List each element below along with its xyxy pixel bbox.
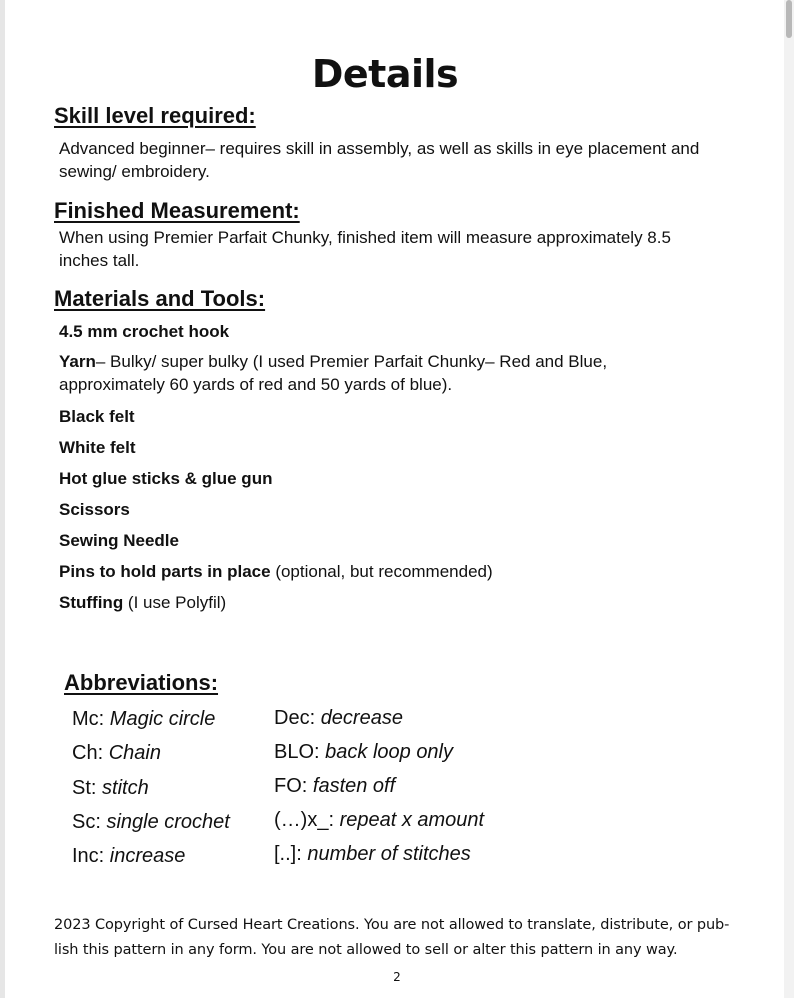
material-item-white-felt bbox=[59, 436, 136, 459]
abbreviation-key: Dec: bbox=[274, 707, 321, 729]
skill-heading: Skill level required: bbox=[54, 103, 256, 128]
abbreviation-value: decrease bbox=[320, 707, 403, 729]
material-item-label: 4.5 mm crochet hook bbox=[59, 322, 230, 341]
abbreviation-key: [..]: bbox=[274, 843, 308, 865]
material-item-glue bbox=[59, 467, 272, 490]
material-item-label: Pins to hold parts in place bbox=[59, 562, 271, 581]
abbreviation-key: Ch: bbox=[72, 742, 109, 764]
copyright-line: 2023 Copyright of Cursed Heart Creations. You are not allowed to translate, distribute, or pub- bbox=[54, 917, 730, 933]
material-item-hook bbox=[59, 320, 229, 343]
abbreviation-item bbox=[72, 776, 149, 800]
scrollbar[interactable] bbox=[784, 0, 794, 998]
abbreviation-key: Sc: bbox=[72, 811, 107, 833]
material-item-needle bbox=[59, 529, 179, 552]
material-item-pins bbox=[59, 560, 493, 583]
material-item-detail: (I use Polyfil) bbox=[123, 593, 227, 612]
page-title: Details bbox=[311, 52, 459, 96]
measurement-heading: Finished Measurement: bbox=[54, 198, 300, 223]
abbreviation-item bbox=[274, 808, 484, 832]
material-item-label: Yarn bbox=[59, 352, 96, 371]
abbreviation-key: BLO: bbox=[274, 741, 326, 763]
material-item-label: Sewing Needle bbox=[59, 531, 179, 550]
abbreviation-item bbox=[274, 774, 395, 798]
material-item-black-felt bbox=[59, 405, 135, 428]
abbreviation-item bbox=[72, 844, 185, 868]
abbreviation-item bbox=[72, 707, 215, 731]
copyright-footer bbox=[54, 913, 744, 963]
material-item-yarn bbox=[59, 350, 607, 396]
abbreviation-key: Inc: bbox=[72, 845, 110, 867]
abbreviation-value: Chain bbox=[108, 742, 161, 764]
abbreviation-item bbox=[274, 842, 471, 866]
abbreviation-item bbox=[72, 810, 230, 834]
page-number: 2 bbox=[393, 970, 401, 984]
material-item-label: Black felt bbox=[59, 407, 135, 426]
material-item-stuffing bbox=[59, 591, 226, 614]
abbreviation-key: FO: bbox=[274, 775, 313, 797]
abbreviation-item bbox=[274, 740, 453, 764]
abbreviation-value: increase bbox=[109, 845, 186, 867]
copyright-line: lish this pattern in any form. You are not allowed to sell or alter this pattern in any way. bbox=[54, 942, 678, 958]
abbreviation-item bbox=[72, 741, 161, 765]
abbreviation-value: repeat x amount bbox=[339, 809, 485, 831]
material-item-detail: – Bulky/ super bulky (I used Premier Parfait Chunky– Red and Blue, bbox=[95, 352, 608, 371]
abbreviation-value: stitch bbox=[102, 777, 149, 799]
abbreviation-value: number of stitches bbox=[307, 843, 471, 865]
abbreviation-value: single crochet bbox=[106, 811, 230, 833]
abbreviation-value: Magic circle bbox=[109, 708, 216, 730]
abbreviations-heading: Abbreviations: bbox=[64, 670, 219, 695]
material-item-label: Stuffing bbox=[59, 593, 124, 612]
scrollbar-thumb[interactable] bbox=[786, 0, 792, 38]
measurement-text: When using Premier Parfait Chunky, finished item will measure approximately 8.5 inches tall. bbox=[59, 228, 671, 270]
material-item-scissors bbox=[59, 498, 130, 521]
material-item-label: Scissors bbox=[59, 500, 130, 519]
skill-text: Advanced beginner– requires skill in assembly, as well as skills in eye placement and sewing/ embroidery. bbox=[59, 139, 700, 181]
materials-heading: Materials and Tools: bbox=[54, 286, 266, 311]
abbreviation-key: (…)x_: bbox=[274, 809, 340, 831]
material-item-detail-continued: approximately 60 yards of red and 50 yards of blue). bbox=[59, 375, 453, 394]
abbreviation-key: St: bbox=[72, 777, 103, 799]
abbreviation-key: Mc: bbox=[72, 708, 110, 730]
material-item-detail: (optional, but recommended) bbox=[270, 562, 493, 581]
material-item-label: Hot glue sticks & glue gun bbox=[59, 469, 273, 488]
material-item-label: White felt bbox=[59, 438, 136, 457]
abbreviation-value: fasten off bbox=[312, 775, 396, 797]
abbreviation-item bbox=[274, 706, 403, 730]
page-edge bbox=[0, 0, 5, 998]
abbreviation-value: back loop only bbox=[325, 741, 454, 763]
